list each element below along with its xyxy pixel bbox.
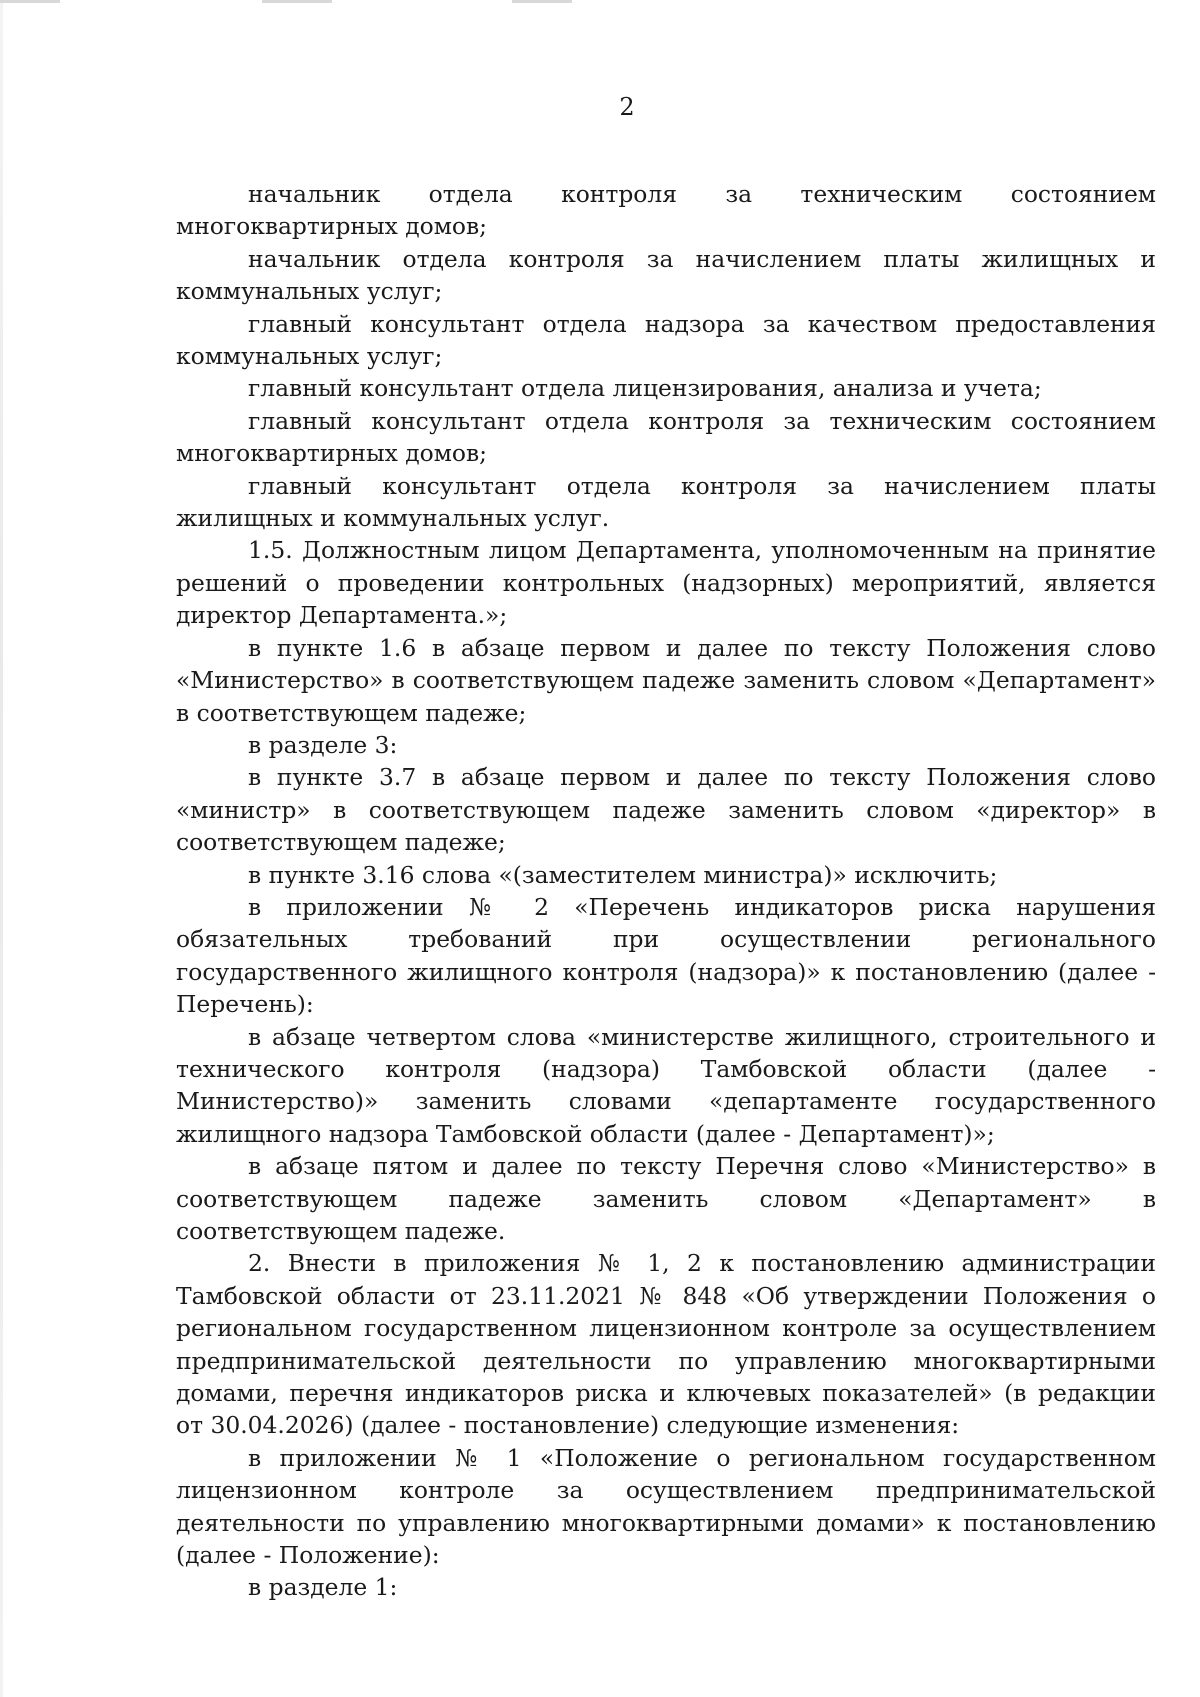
- paragraph: в приложении № 1 «Положение о региональном государственном лицензионном контроле за осуществлением предпринимательской деятельности по управлению многоквартирными домами» к постановлению (далее - Положение):: [176, 1443, 1156, 1570]
- paragraph: в пункте 3.7 в абзаце первом и далее по тексту Положения слово «министр» в соответствующем падеже заменить словом «директор» в соответствующем падеже;: [176, 763, 1156, 857]
- paragraph: главный консультант отдела надзора за качеством предоставления коммунальных услуг;: [176, 309, 1156, 371]
- scan-edge-shadow: [0, 0, 3, 1697]
- paragraph: в приложении № 2 «Перечень индикаторов риска нарушения обязательных требований при осуществлении регионального государственного жилищного контроля (надзора)» к постановлению (далее - Перечень):: [176, 892, 1156, 1019]
- page-number: 2: [619, 93, 635, 121]
- paragraph: в абзаце четвертом слова «министерстве жилищного, строительного и технического контроля (надзора) Тамбовской области (далее - Министерство)» заменить словами «департаменте государственного жилищного надзора Тамбовской области (далее - Департамент)»;: [176, 1022, 1156, 1148]
- paragraph: в пункте 3.16 слова «(заместителем министра)» исключить;: [248, 860, 998, 889]
- scan-artifact: [0, 0, 60, 3]
- paragraph: в разделе 3:: [248, 730, 398, 759]
- paragraph: главный консультант отдела контроля за начислением платы жилищных и коммунальных услуг.: [176, 471, 1156, 533]
- paragraph: начальник отдела контроля за техническим состоянием многоквартирных домов;: [176, 180, 1156, 241]
- paragraph: главный консультант отдела лицензирования, анализа и учета;: [248, 374, 1042, 403]
- scan-artifact: [512, 0, 572, 3]
- paragraph: главный консультант отдела контроля за техническим состоянием многоквартирных домов;: [176, 406, 1156, 468]
- document-body: [176, 178, 1156, 1604]
- paragraph: 1.5. Должностным лицом Департамента, уполномоченным на принятие решений о проведении контрольных (надзорных) мероприятий, является директор Департамента.»;: [176, 536, 1156, 630]
- paragraph: начальник отдела контроля за начислением платы жилищных и коммунальных услуг;: [176, 244, 1156, 306]
- scan-artifact: [262, 0, 332, 3]
- paragraph: в абзаце пятом и далее по тексту Перечня слово «Министерство» в соответствующем падеже заменить словом «Департамент» в соответствующем падеже.: [176, 1152, 1156, 1245]
- paragraph: в разделе 1:: [248, 1573, 398, 1602]
- paragraph: 2. Внести в приложения № 1, 2 к постановлению администрации Тамбовской области от 23.11.2021 № 848 «Об утверждении Положения о региональном государственном лицензионном контроле за осуществлением предпринимательской деятельности по управлению многоквартирными домами, перечня индикаторов риска и ключевых показателей» (в редакции от 30.04.2026) (далее - постановление) следующие изменения:: [176, 1249, 1156, 1440]
- paragraph: в пункте 1.6 в абзаце первом и далее по тексту Положения слово «Министерство» в соответствующем падеже заменить словом «Департамент» в соответствующем падеже;: [176, 633, 1156, 727]
